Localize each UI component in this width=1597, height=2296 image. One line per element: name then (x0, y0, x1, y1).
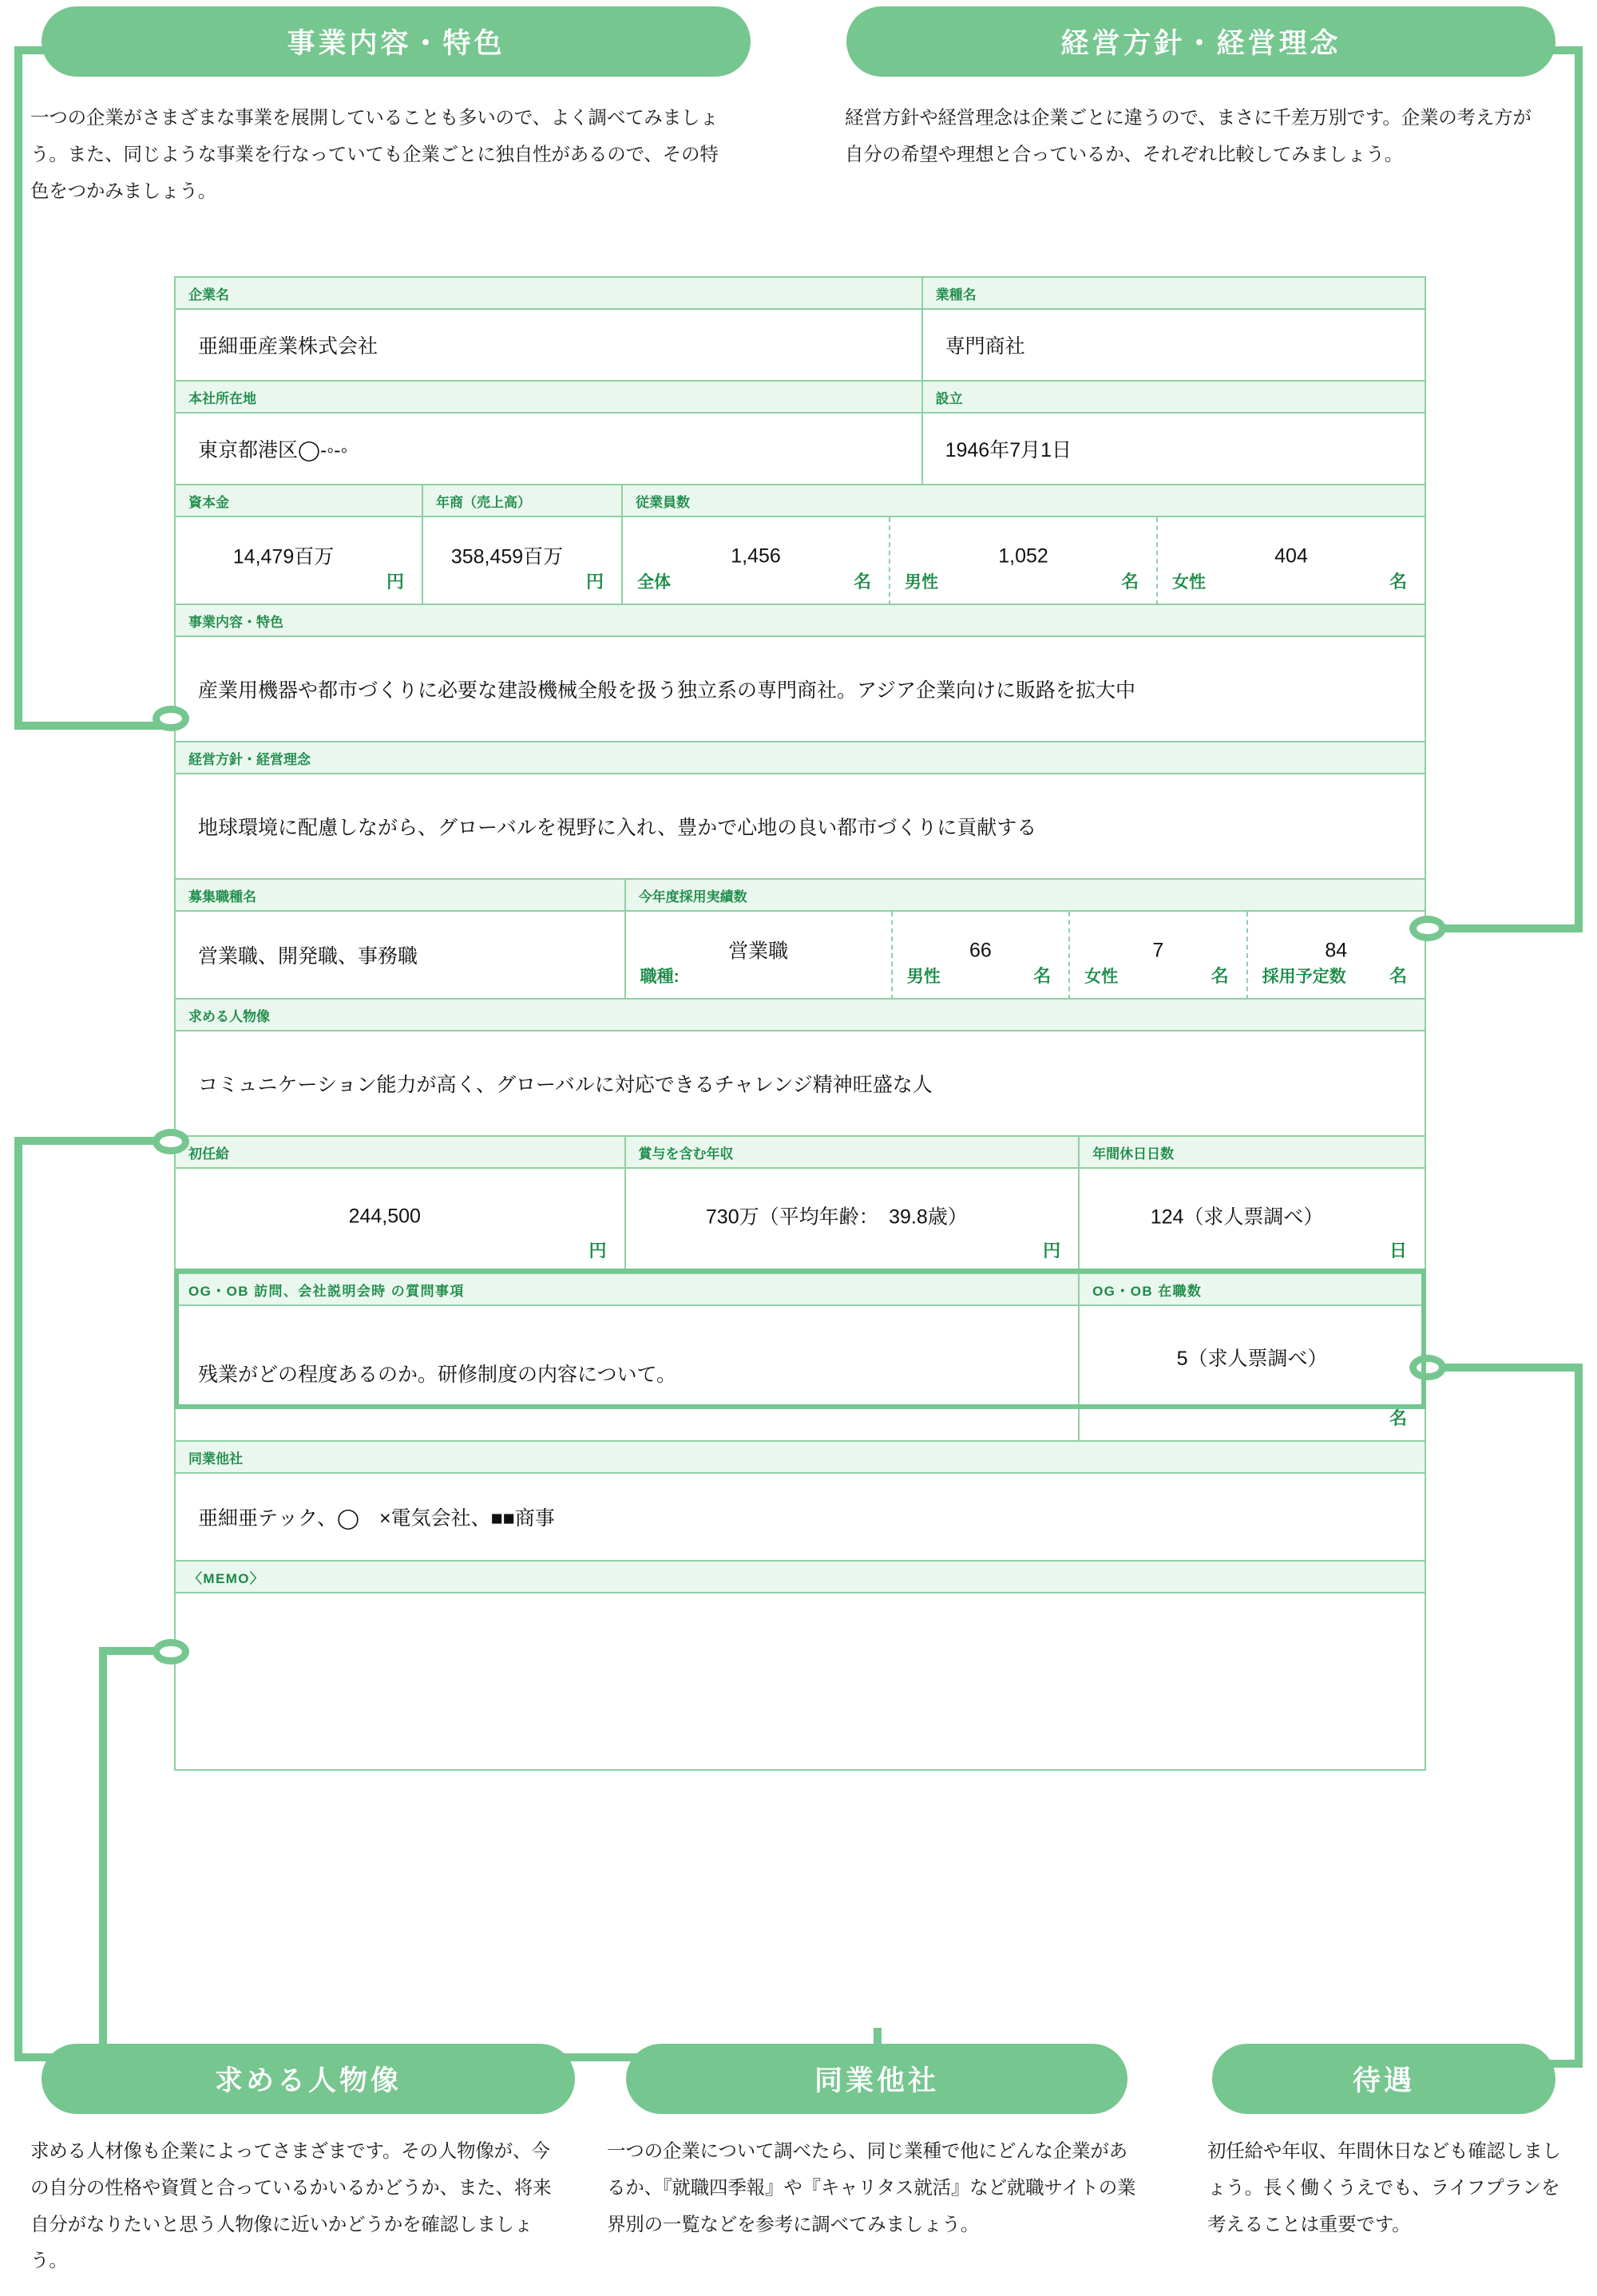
hiring-female-unit: 名 (1211, 966, 1229, 986)
connector-persona-horizontal-top (14, 1137, 166, 1145)
field-value-job-types[interactable]: 営業職、開発職、事務職 (176, 912, 626, 1000)
callout-title-competitors: 同業他社 (814, 2065, 939, 2096)
field-label-industry: 業種名 (923, 278, 1425, 310)
callout-pill-persona (42, 2044, 575, 2114)
table-row (176, 382, 1425, 414)
field-label-capital: 資本金 (176, 485, 423, 517)
table-row (176, 517, 1425, 605)
connector-node-competitors (153, 1639, 189, 1665)
hiring-male-amount: 66 (969, 939, 992, 962)
table-row (176, 278, 1425, 310)
connector-node-benefits (1409, 1355, 1446, 1380)
field-value-hq-location[interactable]: 東京都港区◯-◦-◦ (176, 414, 923, 485)
annual-holidays-amount: 124（求人票調べ） (1150, 1205, 1324, 1229)
field-value-hiring-planned[interactable] (1248, 912, 1425, 1000)
connector-node-persona (153, 1129, 189, 1154)
capital-unit: 円 (386, 572, 404, 592)
hiring-male-unit: 名 (1033, 966, 1052, 986)
table-row (176, 1474, 1425, 1562)
employees-male-unit: 名 (1120, 572, 1139, 592)
field-value-ogob-questions[interactable]: 残業がどの程度あるのか。研修制度の内容について。 (176, 1306, 1080, 1442)
annual-income-unit: 円 (1043, 1241, 1061, 1261)
starting-salary-unit: 円 (588, 1241, 607, 1261)
connector-persona-vertical (14, 1137, 22, 2061)
employees-total-label: 全体 (637, 573, 671, 592)
field-label-ogob-count: OG・OB 在職数 (1080, 1274, 1425, 1306)
table-row (176, 485, 1425, 517)
capital-amount: 14,479百万 (232, 545, 335, 568)
hiring-female-amount: 7 (1152, 939, 1164, 962)
table-row (176, 1442, 1425, 1474)
connector-benefits-vertical (1575, 1364, 1583, 2068)
annual-income-amount: 730万（平均年齢： 39.8歳） (705, 1205, 968, 1229)
callout-pill-business (42, 6, 751, 77)
connector-benefits-horizontal-top (1429, 1364, 1583, 1372)
table-row (176, 1306, 1425, 1442)
field-value-hiring-male[interactable] (893, 912, 1070, 1000)
field-label-starting-salary: 初任給 (176, 1137, 626, 1169)
table-row (176, 1137, 1425, 1169)
field-value-annual-holidays[interactable] (1080, 1169, 1425, 1274)
table-row (176, 774, 1425, 880)
connector-philosophy-vertical (1575, 46, 1583, 932)
field-value-hiring-female[interactable] (1070, 912, 1247, 1000)
table-row (176, 605, 1425, 637)
table-row (176, 310, 1425, 382)
connector-node-philosophy (1409, 916, 1446, 941)
field-label-revenue: 年商（売上高） (423, 485, 623, 517)
field-value-revenue[interactable] (423, 517, 623, 605)
callout-title-persona: 求める人物像 (214, 2065, 402, 2096)
field-value-competitors[interactable]: 亜細亜テック、◯ ×電気会社、■■商事 (176, 1474, 1425, 1562)
callout-title-business: 事業内容・特色 (287, 28, 505, 59)
table-row (176, 414, 1425, 485)
field-value-annual-income[interactable] (626, 1169, 1080, 1274)
table-row (176, 1593, 1425, 1769)
table-row (176, 1169, 1425, 1274)
field-value-established[interactable]: 1946年7月1日 (923, 414, 1425, 485)
table-row (176, 880, 1425, 912)
employees-total-unit: 名 (853, 572, 871, 592)
hiring-job-prefix: 職種: (640, 968, 680, 986)
field-value-company-name[interactable]: 亜細亜産業株式会社 (176, 310, 923, 382)
connector-competitors-vertical (99, 1647, 107, 2061)
field-value-ideal-person[interactable]: コミュニケーション能力が高く、グローバルに対応できるチャレンジ精神旺盛な人 (176, 1031, 1425, 1137)
connector-node-business (153, 706, 189, 731)
field-value-industry[interactable]: 専門商社 (923, 310, 1425, 382)
employees-total-amount: 1,456 (731, 544, 781, 568)
field-value-capital[interactable] (176, 517, 423, 605)
field-label-employees: 従業員数 (623, 485, 1425, 517)
callout-body-philosophy: 経営方針や経営理念は企業ごとに違うので、まさに千差万別です。企業の考え方が自分の希望や理想と合っているか、それぞれ比較してみましょう。 (845, 107, 1532, 164)
callout-pill-benefits (1212, 2044, 1555, 2114)
employees-male-amount: 1,052 (998, 544, 1048, 568)
field-label-management-policy: 経営方針・経営理念 (176, 742, 1425, 774)
field-label-job-types: 募集職種名 (176, 880, 626, 912)
hiring-planned-amount: 84 (1325, 939, 1348, 962)
field-label-established: 設立 (923, 382, 1425, 414)
field-label-company-name: 企業名 (176, 278, 923, 310)
field-label-ogob-questions: OG・OB 訪問、会社説明会時 の質問事項 (176, 1274, 1080, 1306)
field-label-ideal-person: 求める人物像 (176, 1000, 1425, 1031)
connector-business-horizontal-bottom (14, 722, 166, 730)
callout-body-competitors: 一つの企業について調べたら、同じ業種で他にどんな企業があるか、『就職四季報』や『キャリタス就活』など就職サイトの業界別の一覧などを参考に調べてみましょう。 (607, 2140, 1136, 2235)
field-value-employees-male[interactable] (890, 517, 1158, 605)
table-row (176, 912, 1425, 1000)
field-label-hiring-results: 今年度採用実績数 (626, 880, 1425, 912)
hiring-male-label: 男性 (906, 968, 941, 986)
field-value-employees-total[interactable] (623, 517, 890, 605)
field-value-memo[interactable] (176, 1593, 1425, 1769)
table-row (176, 637, 1425, 742)
field-value-starting-salary[interactable] (176, 1169, 626, 1274)
hiring-planned-unit: 名 (1389, 966, 1407, 986)
connector-business-vertical (14, 46, 22, 730)
connector-philosophy-horizontal-bottom (1429, 924, 1583, 932)
callout-body-benefits: 初任給や年収、年間休日なども確認しましょう。長く働くうえでも、ライフプランを考えることは重要です。 (1207, 2140, 1561, 2235)
field-label-annual-holidays: 年間休日日数 (1080, 1137, 1425, 1169)
employees-female-amount: 404 (1274, 544, 1308, 568)
field-label-annual-income: 賞与を含む年収 (626, 1137, 1080, 1169)
field-label-memo: 〈MEMO〉 (176, 1562, 1425, 1593)
field-label-competitors: 同業他社 (176, 1442, 1425, 1474)
field-value-business-content[interactable]: 産業用機器や都市づくりに必要な建設機械全般を扱う独立系の専門商社。アジア企業向けに販路を拡大中 (176, 637, 1425, 742)
hiring-job-value: 営業職 (728, 940, 789, 963)
field-value-ogob-count[interactable] (1080, 1306, 1425, 1442)
callout-body-business: 一つの企業がさまざまな事業を展開していることも多いので、よく調べてみましょう。また、同じような事業を行なっていても企業ごとに独自性があるので、その特色をつかみましょう。 (30, 107, 719, 201)
field-value-management-policy[interactable]: 地球環境に配慮しながら、グローバルを視野に入れ、豊かで心地の良い都市づくりに貢献する (176, 774, 1425, 880)
employees-female-label: 女性 (1172, 573, 1206, 592)
callout-pill-philosophy (846, 6, 1555, 77)
field-label-hq-location: 本社所在地 (176, 382, 923, 414)
ogob-count-unit: 名 (1389, 1408, 1407, 1428)
starting-salary-amount: 244,500 (348, 1205, 421, 1228)
revenue-amount: 358,459百万 (450, 545, 564, 568)
field-label-business-content: 事業内容・特色 (176, 605, 1425, 637)
revenue-unit: 円 (585, 572, 604, 592)
field-value-employees-female[interactable] (1158, 517, 1425, 605)
callout-title-philosophy: 経営方針・経営理念 (1060, 28, 1341, 59)
callout-body-persona: 求める人材像も企業によってさまざまです。その人物像が、今の自分の性格や資質と合っているかいるかどうか、また、将来自分がなりたいと思う人物像に近いかどうかを確認しましょう。 (30, 2140, 552, 2271)
table-row (176, 1562, 1425, 1593)
table-row (176, 742, 1425, 774)
company-research-form (174, 276, 1426, 1771)
hiring-planned-label: 採用予定数 (1262, 968, 1346, 986)
field-value-hiring-job[interactable] (626, 912, 893, 1000)
hiring-female-label: 女性 (1084, 968, 1119, 986)
employees-male-label: 男性 (905, 573, 938, 592)
table-row (176, 1274, 1425, 1306)
ogob-count-amount: 5（求人票調べ） (1176, 1348, 1328, 1371)
employees-female-unit: 名 (1389, 572, 1407, 592)
callout-title-benefits: 待遇 (1352, 2065, 1415, 2096)
callout-pill-competitors (626, 2044, 1127, 2114)
table-row (176, 1031, 1425, 1137)
table-row (176, 1000, 1425, 1031)
annual-holidays-unit: 日 (1389, 1241, 1407, 1261)
